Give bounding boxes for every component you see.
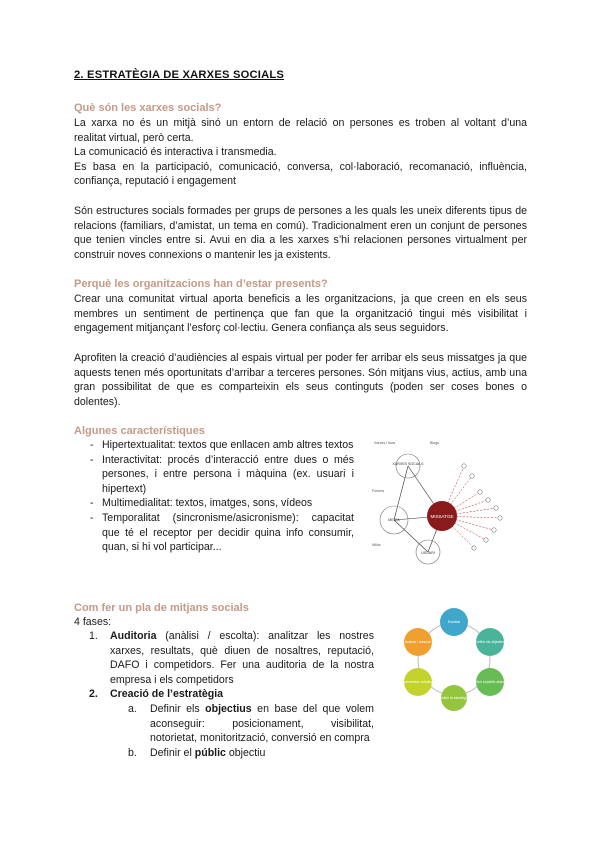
paragraph-structures: Són estructures socials formades per grups de persones a les quals les uneix diferents tipus de relacions (familiars, d’amistat, un tema en comú). Tradicionalment eren un conjunt de persones que tenien vincles entre si. Avui en dia a les xarxes s’hi relacionen persones virtualment per construir noves connexions o mantenir les ja existents. [74, 205, 527, 261]
sub-list-item: a. Definir els objectius en base del que volem aconseguir: posicionament, visibilitat, notorietat, monitorització, conversió en compra [128, 702, 374, 745]
subheading-characteristics: Algunes característiques [74, 425, 205, 437]
subheading-why-present: Perquè les organitzacions han d’estar presents? [74, 278, 328, 290]
cycle-label: Escoltar [447, 620, 461, 624]
paragraph-audiences: Aprofiten la creació d’audiències al espais virtual per poder fer arribar els seus missatges ja que aquests tenen més oportunitats d’arribar a terceres persones. Són mitjans vius, actius, amb una gran possibilitat de que es comparteixin els seus continguts (poden ser coses bones o dolentes). [74, 352, 527, 408]
cycle-label: Avaluar i mesurar [404, 640, 432, 644]
text-line: realitat virtual, però certa. [74, 131, 194, 144]
cycle-label: Implementar estratègia [400, 680, 436, 684]
text-line: La comunicació és interactiva i transmedia. [74, 146, 277, 159]
list-item: 2. Creació de l’estratègia [89, 688, 224, 701]
list-item: - Multimedialitat: textos, imatges, sons, vídeos [90, 497, 313, 510]
center-label: MISSATGE [430, 514, 454, 519]
network-diagram [368, 436, 528, 568]
node-label: USUARI [421, 551, 435, 555]
diagram-label: Blogs [430, 441, 439, 445]
paragraph-benefits: Crear una comunitat virtual aporta beneficis a les organitzacions, ja que creen en els seus membres un sentiment de pertinença que fan que la organització tingui més visibilitat i engagement mitjançant l’esforç col·lectiu. Genera confiança als seus seguidors. [74, 293, 527, 335]
diagram-label: Fòrums [372, 489, 385, 493]
sub-list-item: b. Definir el públic objectiu [128, 746, 266, 759]
subheading-plan: Com fer un pla de mitjans socials [74, 602, 249, 614]
phases-intro: 4 fases: [74, 616, 112, 628]
text-line: Es basa en la participació, comunicació, conversa, col·laboració, recomanació, influència, [74, 160, 527, 173]
list-item: - Hipertextualitat: textos que enllacen amb altres textos [90, 439, 354, 451]
text-line: confiança, reputació i engagement [74, 175, 236, 188]
subheading-what-are: Què són les xarxes socials? [74, 102, 222, 114]
list-item: - Temporalitat (sincronisme/asicronisme): capacitat que té el receptor per decidir quina info consumir, quan, si hi vol participar... [90, 511, 354, 554]
cycle-label: Definir la estratègia [439, 696, 469, 700]
cycle-diagram [394, 606, 526, 712]
cycle-label: Definir els objectius [475, 640, 505, 644]
list-item: - Interactivitat: procés d’interacció entre dues o més persones, i entre persona i màquina (ex. usuari i hipertext) [90, 453, 354, 495]
text-line: La xarxa no és un mitjà sinó un entorn de relació on persones es troben al voltant d’una [74, 117, 527, 129]
cycle-label: Definir el públic objectiu [472, 680, 508, 684]
node-label: MEDIA [388, 518, 400, 522]
list-item: 1. Auditoria (anàlisi / escolta): analitzar les nostres xarxes, resultats, què diuen de nosaltres, reputació, DAFO i competidors. Fer una auditoria de la nostra empresa i els competidors [89, 630, 374, 686]
diagram-label: Wikis [372, 543, 381, 547]
characteristics-list [74, 438, 354, 555]
diagram-label: Xarxes i llocs [374, 441, 396, 445]
node-label: XARXES SOCIALS [392, 462, 424, 466]
phases-list [74, 629, 374, 760]
section-heading: 2. ESTRATÈGIA DE XARXES SOCIALS [74, 69, 285, 81]
paragraph-definition [74, 116, 527, 189]
